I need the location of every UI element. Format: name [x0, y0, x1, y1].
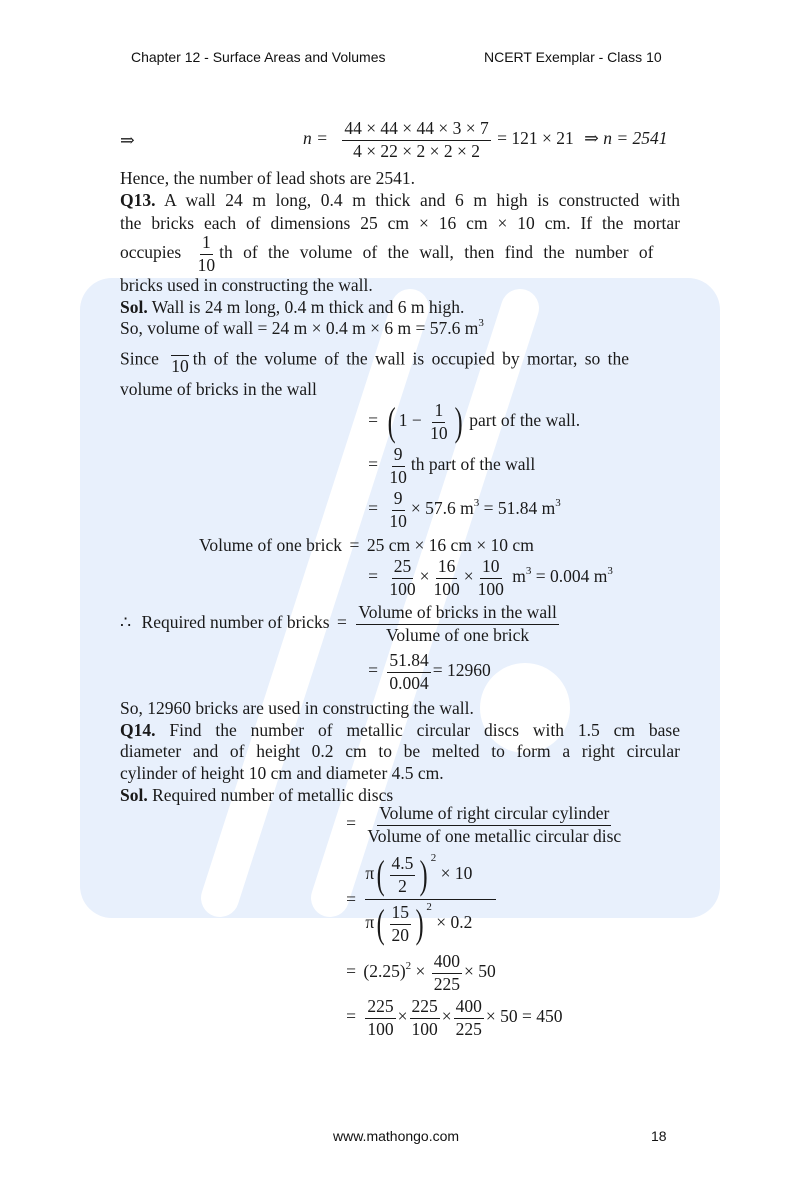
- equals-sign: =: [337, 612, 347, 633]
- sol-text: Wall is 24 m long, 0.4 m thick and 6 m high.: [151, 297, 465, 317]
- equation-rhs: = 121 × 21: [497, 128, 574, 149]
- q13-step-2: [365, 446, 535, 486]
- times-sign: ×: [441, 1006, 452, 1027]
- q14-step-3: [343, 998, 563, 1038]
- equals-sign: =: [368, 660, 378, 681]
- brick-label: Volume of one brick: [199, 535, 343, 555]
- superscript: 3: [555, 497, 561, 510]
- fraction-numerator: 1: [432, 402, 445, 423]
- fraction-numerator: 10: [480, 558, 502, 579]
- step-text: × 10: [440, 863, 473, 884]
- pi-symbol: π: [365, 863, 375, 884]
- q13-brick-step: [365, 558, 613, 598]
- sol-text: th of the volume of the wall is occupied by mortar, so the: [192, 348, 630, 369]
- q14-line-3: cylinder of height 10 cm and diameter 4.5 cm.: [120, 763, 444, 783]
- fraction-denominator: 20: [391, 924, 410, 945]
- fraction: [432, 558, 462, 598]
- equals-sign: =: [346, 888, 356, 909]
- fraction-denominator: 100: [433, 578, 460, 599]
- equals-sign: =: [346, 1006, 356, 1027]
- q13-line-3: [120, 234, 680, 274]
- fraction-tenth: [169, 345, 191, 376]
- n-lhs: n =: [303, 128, 328, 149]
- fraction-numerator: 51.84: [387, 652, 430, 673]
- q13-required-step: [365, 652, 491, 692]
- sol-label: Sol.: [120, 785, 148, 805]
- fraction-denominator: 100: [367, 1018, 394, 1039]
- fraction: [432, 953, 462, 993]
- fraction-denominator: [365, 900, 496, 944]
- sol-text: Since: [120, 348, 159, 369]
- therefore-symbol: ∴: [120, 612, 132, 633]
- implies-symbol: ⇒: [584, 128, 599, 149]
- times-sign: ×: [419, 566, 430, 587]
- fraction-denominator: 10: [389, 466, 407, 487]
- fraction-numerator: [365, 852, 496, 900]
- fraction-volume-ratio: [365, 805, 623, 845]
- equals-sign: =: [368, 410, 378, 431]
- equals-sign: =: [346, 961, 356, 982]
- fraction-one-tenth: [196, 234, 218, 274]
- superscript: 3: [478, 317, 484, 329]
- pi-symbol: π: [365, 912, 375, 933]
- q14-ratio: [343, 805, 625, 845]
- fraction-numerator: 400: [454, 998, 484, 1019]
- fraction: [387, 446, 409, 486]
- times-sign: ×: [397, 1006, 408, 1027]
- fraction-numerator: 1: [200, 234, 213, 255]
- fraction-denominator: 100: [477, 578, 504, 599]
- fraction-numerator: 25: [392, 558, 414, 579]
- q13-text: A wall 24 m long, 0.4 m thick and 6 m high is constructed with: [164, 190, 680, 210]
- fraction-volume-ratio: [356, 604, 558, 644]
- fraction: [387, 490, 409, 530]
- fraction-denominator: 100: [389, 578, 416, 599]
- q14-text: Find the number of metallic circular discs with 1.5 cm base: [169, 720, 681, 740]
- q14-line-1: [120, 722, 680, 740]
- fraction-denominator: Volume of one metallic circular disc: [367, 825, 622, 846]
- q13-line-2: the bricks each of dimensions 25 cm × 16 cm × 10 cm. If the mortar: [120, 213, 680, 233]
- fraction-denominator: 2: [398, 875, 407, 896]
- step-text: = 0.004 m: [531, 566, 608, 587]
- fraction-pi-ratio: [365, 852, 496, 946]
- q14-line-2: diameter and of height 0.2 cm to be melted to form a right circular: [120, 741, 680, 761]
- q13-sol-line-2: [120, 317, 484, 338]
- fraction-denominator: 100: [411, 1018, 438, 1039]
- step-text: × 50: [464, 961, 496, 982]
- fraction-n: [342, 120, 490, 160]
- hence-statement: Hence, the number of lead shots are 2541.: [120, 168, 415, 188]
- fraction-denominator: 10: [389, 510, 407, 531]
- sol-label: Sol.: [120, 297, 148, 317]
- fraction-numerator: Volume of right circular cylinder: [377, 805, 611, 826]
- step-text: part of the wall.: [469, 410, 581, 431]
- implies-symbol: ⇒: [120, 130, 135, 150]
- left-paren: (: [376, 852, 385, 897]
- superscript: 2: [430, 852, 437, 865]
- right-paren: ): [454, 399, 463, 444]
- equation-conclusion: n = 2541: [603, 128, 668, 149]
- fraction-denominator: 10: [171, 356, 189, 376]
- times-sign: ×: [463, 566, 474, 587]
- q14-label: Q14.: [120, 720, 156, 740]
- sol-text: So, volume of wall = 24 m × 0.4 m × 6 m = 57.6 m: [120, 318, 479, 338]
- left-paren: (: [388, 399, 397, 444]
- required-label: Required number of bricks: [141, 612, 330, 633]
- fraction: [476, 558, 506, 598]
- q13-since-line: [120, 345, 680, 376]
- superscript: 3: [607, 565, 613, 578]
- q13-step-3: [365, 490, 561, 530]
- superscript: 2: [426, 901, 432, 914]
- q13-text: occupies: [120, 242, 182, 263]
- fraction-numerator: 225: [410, 998, 440, 1019]
- fraction: [387, 652, 430, 692]
- fraction: [410, 998, 440, 1038]
- right-paren: ): [415, 901, 424, 946]
- fraction-denominator: 10: [430, 422, 448, 443]
- equals-sign: =: [368, 566, 378, 587]
- fraction: [365, 998, 395, 1038]
- q13-required-bricks: [120, 604, 561, 644]
- fraction-numerator: 44 × 44 × 44 × 3 × 7: [342, 120, 490, 141]
- q14-compound-fraction: [343, 852, 498, 946]
- footer-page-number: 18: [651, 1128, 667, 1144]
- step-text: = 51.84 m: [479, 498, 556, 519]
- fraction-denominator: 4 × 22 × 2 × 2 × 2: [353, 140, 481, 161]
- fraction-denominator: 10: [197, 254, 216, 275]
- fraction: [454, 998, 484, 1038]
- q14-sol-line-1: [120, 787, 393, 805]
- q13-since-line-2: volume of bricks in the wall: [120, 379, 317, 399]
- q14-step-2: [343, 953, 496, 993]
- fraction-denominator: Volume of one brick: [386, 624, 530, 645]
- fraction-numerator: Volume of bricks in the wall: [356, 604, 558, 625]
- q13-label: Q13.: [120, 190, 156, 210]
- left-paren: (: [376, 901, 385, 946]
- fraction: [390, 904, 412, 944]
- fraction-numerator: 400: [432, 953, 462, 974]
- fraction: [428, 402, 450, 442]
- fraction-numerator: 225: [365, 998, 395, 1019]
- fraction: [390, 855, 416, 895]
- q13-step-1: [365, 399, 581, 444]
- fraction-numerator: 4.5: [390, 855, 416, 876]
- equals-sign: =: [349, 535, 360, 555]
- unit: m: [512, 566, 526, 587]
- step-text: (2.25): [363, 961, 406, 982]
- step-text: × 57.6 m: [410, 498, 474, 519]
- q13-line-4: bricks used in constructing the wall.: [120, 275, 373, 295]
- fraction-numerator: 9: [392, 490, 405, 511]
- step-text: × 0.2: [436, 912, 473, 933]
- step-text: 1 −: [398, 410, 422, 431]
- right-paren: ): [420, 852, 429, 897]
- step-result: × 50 = 450: [485, 1006, 563, 1027]
- equals-sign: =: [346, 813, 356, 834]
- header-chapter-title: Chapter 12 - Surface Areas and Volumes: [131, 49, 386, 65]
- q13-line-1: [120, 192, 680, 210]
- step-text: th part of the wall: [410, 454, 536, 475]
- sol-text: Required number of metallic discs: [152, 785, 394, 805]
- superscript: 3: [525, 565, 532, 578]
- q13-sol-line-1: [120, 299, 464, 317]
- fraction-numerator-empty: [171, 345, 189, 356]
- fraction-numerator: 9: [392, 446, 405, 467]
- fraction-numerator: 15: [390, 904, 412, 925]
- fraction-denominator: 0.004: [389, 672, 429, 693]
- q13-brick-volume: [199, 537, 534, 555]
- footer-website-link[interactable]: www.mathongo.com: [333, 1128, 460, 1144]
- header-book-title: NCERT Exemplar - Class 10: [484, 49, 662, 65]
- superscript: 2: [405, 960, 412, 973]
- times-sign: ×: [415, 961, 426, 982]
- equals-sign: =: [368, 454, 378, 475]
- brick-rhs: 25 cm × 16 cm × 10 cm: [366, 535, 534, 555]
- fraction: [387, 558, 417, 598]
- q13-conclusion: So, 12960 bricks are used in constructing the wall.: [120, 698, 474, 718]
- fraction-denominator: 225: [455, 1018, 482, 1039]
- equation-n: [303, 120, 668, 160]
- fraction-denominator: 225: [433, 973, 461, 994]
- q13-text: th of the volume of the wall, then find the number of: [219, 242, 654, 263]
- equals-sign: =: [368, 498, 378, 519]
- fraction-numerator: 16: [436, 558, 458, 579]
- step-result: = 12960: [432, 660, 491, 681]
- superscript: 3: [473, 497, 480, 510]
